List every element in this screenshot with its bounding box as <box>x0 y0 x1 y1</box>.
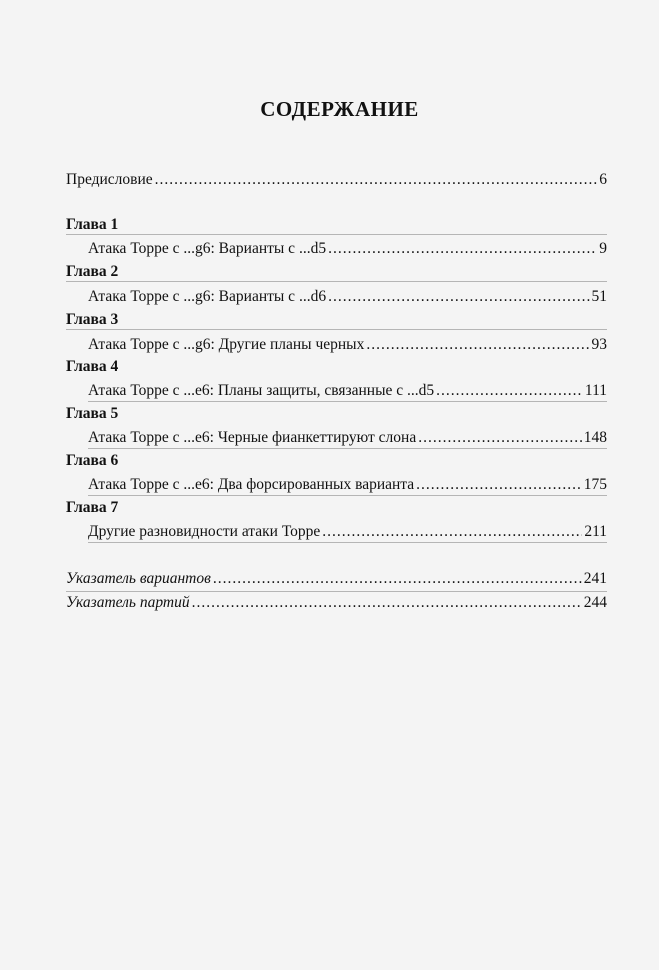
toc-entry-label: Атака Торре с ...e6: Черные фианкеттируют слона <box>88 429 417 446</box>
dot-leader <box>328 287 589 307</box>
toc-entry-chapter-2[interactable] <box>88 287 607 307</box>
dot-leader <box>155 170 598 190</box>
toc-entry-label: Другие разновидности атаки Торре <box>88 523 321 540</box>
chapter-heading: Глава 5 <box>66 405 119 422</box>
toc-entry-preface[interactable] <box>66 170 607 190</box>
toc-page-number: 175 <box>583 476 607 493</box>
toc-entry-games-index[interactable] <box>66 593 607 613</box>
dot-leader <box>213 569 582 589</box>
toc-entry-label: Атака Торре с ...e6: Два форсированных варианта <box>88 476 415 493</box>
toc-entry-chapter-4[interactable] <box>88 381 607 402</box>
toc-entry-chapter-5[interactable] <box>88 428 607 449</box>
dot-leader <box>436 381 583 401</box>
toc-page-number: 6 <box>599 171 607 188</box>
toc-page-number: 93 <box>591 336 607 353</box>
dot-leader <box>328 239 597 259</box>
toc-entry-label: Атака Торре с ...g6: Варианты с ...d5 <box>88 240 327 257</box>
toc-entry-label: Указатель вариантов <box>66 570 211 587</box>
chapter-heading: Глава 4 <box>66 358 119 375</box>
dot-leader <box>322 522 582 542</box>
toc-entry-chapter-1[interactable] <box>88 239 607 259</box>
toc-page-number: 9 <box>599 240 607 257</box>
dot-leader <box>192 593 582 613</box>
toc-entry-variations-index[interactable] <box>66 569 607 589</box>
toc-entry-label: Атака Торре с ...g6: Варианты с ...d6 <box>88 288 327 305</box>
chapter-heading: Глава 2 <box>66 263 607 282</box>
toc-page-number: 111 <box>584 382 607 399</box>
chapter-heading: Глава 1 <box>66 216 607 235</box>
toc-entry-label: Атака Торре с ...e6: Планы защиты, связанные с ...d5 <box>88 382 435 399</box>
toc-entry-label: Предисловие <box>66 171 153 188</box>
toc-entry-chapter-7[interactable] <box>88 522 607 543</box>
page-title: СОДЕРЖАНИЕ <box>260 97 419 121</box>
toc-entry-chapter-6[interactable] <box>88 475 607 496</box>
dot-leader <box>416 475 582 495</box>
toc-page-number: 244 <box>583 594 607 611</box>
divider <box>66 591 607 592</box>
chapter-heading: Глава 7 <box>66 499 119 516</box>
dot-leader <box>366 335 589 355</box>
toc-page-number: 51 <box>591 288 607 305</box>
chapter-heading: Глава 6 <box>66 452 119 469</box>
toc-entry-chapter-3[interactable] <box>88 335 607 355</box>
toc-entry-label: Атака Торре с ...g6: Другие планы черных <box>88 336 365 353</box>
toc-entry-label: Указатель партий <box>66 594 190 611</box>
dot-leader <box>418 428 582 448</box>
toc-page-number: 211 <box>584 523 607 540</box>
toc-page-number: 241 <box>583 570 607 587</box>
chapter-heading: Глава 3 <box>66 311 607 330</box>
toc-page-number: 148 <box>583 429 607 446</box>
